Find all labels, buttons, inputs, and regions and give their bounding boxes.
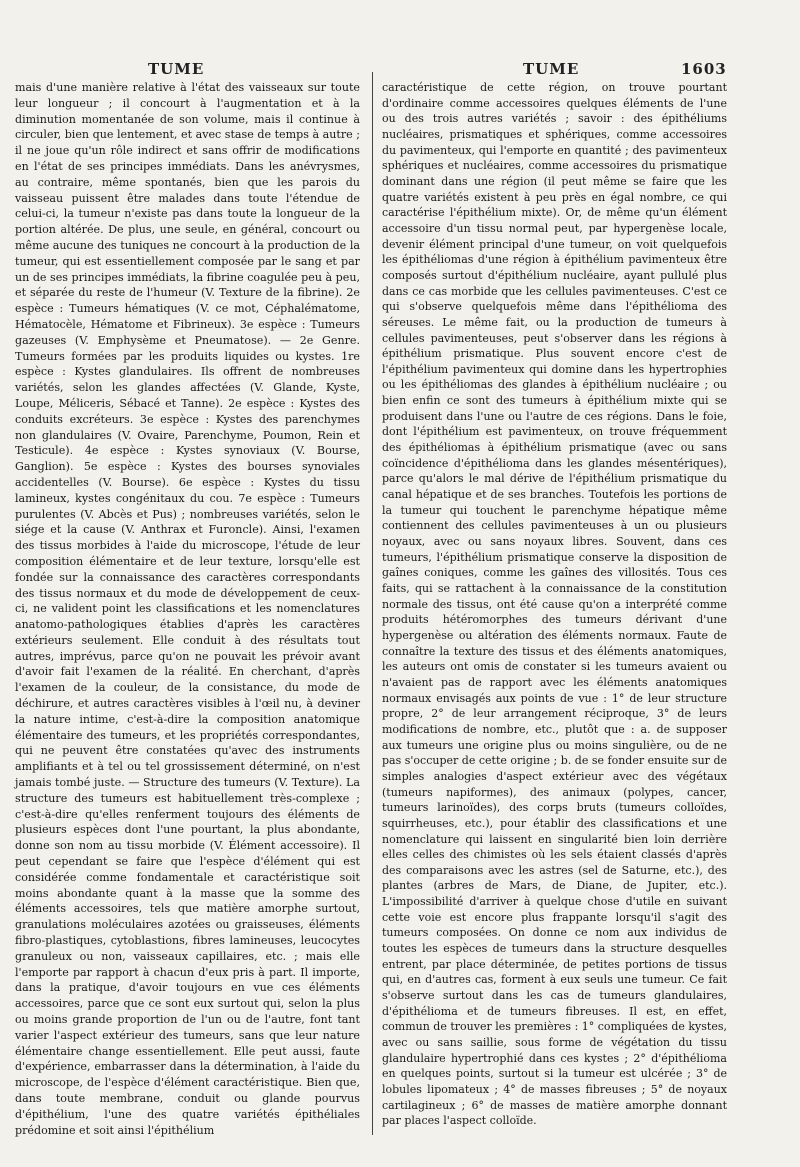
running-head-right: TUME — [523, 60, 580, 78]
running-head-left: TUME — [148, 60, 205, 78]
right-column-text: caractéristique de cette région, on trouve pourtant d'ordinaire comme accessoires quelques éléments de l'une ou des trois autres variétés ; savoir : des épithéliums nucléaires, prismatiques et sphériques, comme accessoires du pavimenteux, qui l'emporte en quantité ; des pavimenteux sphériques et nucléaires, comme accessoires du prismatique dominant dans une région (il peut même se faire que les quatre variétés existent à peu près en égal nombre, ce qui caractérise l'épithélium mixte). Or, de même qu'un élément accessoire d'un tissu normal peut, par hypergenèse locale, devenir élément principal d'une tumeur, on voit quelquefois les épithéliomas d'une région à épithélium pavimenteux être composés surtout d'épithélium nucléaire, ayant pullulé plus dans ce cas morbide que les cellules pavimenteuses. C'est ce qui s'observe quelquefois même dans l'épithélioma des séreuses. Le même fait, ou la production de tumeurs à cellules pavimenteuses, peut s'observer dans les régions à épithélium prismatique. Plus souvent encore c'est de l'épithélium pavimenteux qui domine dans les hypertrophies ou les épithéliomas des glandes à épithélium nucléaire ; ou bien enfin ce sont des tumeurs à épithélium mixte qui se produisent dans l'une ou l'autre de ces régions. Dans le foie, dont l'épithélium est pavimenteux, on trouve fréquemment des épithéliomas à épithélium prismatique (avec ou sans coïncidence d'épithélioma dans les glandes mésentériques), parce qu'alors le mal dérive de l'épithélium prismatique du canal hépatique et de ses branches. Toutefois les portions de la tumeur qui touchent le parenchyme hépatique même contiennent des cellules pavimenteuses à un ou plusieurs noyaux, avec ou sans noyaux libres. Souvent, dans ces tumeurs, l'épithélium prismatique conserve la disposition de gaînes coniques, comme les gaînes des villosités. Tous ces faits, qui se rattachent à la connaissance de la constitution normale des tissus, ont été cause qu'on a interprété comme produits hétéromorphes des tumeurs dérivant d'une hypergenèse ou altération des éléments normaux. Faute de connaître la texture des tissus et des éléments anatomiques, les auteurs ont omis de constater si les tumeurs avaient ou n'avaient pas de rapport avec les éléments anatomiques normaux envisagés aux points de vue : 1° de leur structure propre, 2° de leur arrangement réciproque, 3° de leurs modifications de nombre, etc., plutôt que : a. de supposer aux tumeurs une origine plus ou moins singulière, ou de ne pas s'occuper de cette origine ; b. de se fonder ensuite sur de simples analogies d'aspect extérieur avec des végétaux (tumeurs napiformes), des animaux (polypes, cancer, tumeurs larinoïdes), des corps bruts (tumeurs colloïdes, squirrheuses, etc.), pour établir des classifications et une nomenclature qui laissent en singularité bien loin derrière elles celles des chimistes où les sels étaient classés d'après des comparaisons avec les astres (sel de Saturne, etc.), des plantes (arbres de Mars, de Diane, de Jupiter, etc.). L'impossibilité d'arriver à quelque chose d'utile en suivant cette voie est encore plus frappante lorsqu'il s'agit des tumeurs composées. On donne ce nom aux individus de toutes les espèces de tumeurs dans la structure desquelles entrent, par place déterminée, de petites portions de tissus qui, en d'autres cas, forment à eux seuls une tumeur. Ce fait s'observe surtout dans les cas de tumeurs glandulaires, d'épithélioma et de tumeurs fibreuses. Il est, en effet, commun de trouver les premières : 1° compliquées de kystes, avec ou sans saillie, sous forme de végétation du tissu glandulaire hypertrophié dans ces kystes ; 2° d'épithélioma en quelques points, surtout si la tumeur est ulcérée ; 3° de lobules lipomateux ; 4° de masses fibreuses ; 5° de noyaux cartilagineux ; 6° de masses de matière amorphe donnant par places l'aspect colloïde. — [382, 81, 727, 1128]
column-divider — [372, 72, 373, 1135]
left-column — [15, 80, 360, 1138]
page-number: 1603 — [681, 60, 727, 78]
left-column-text: mais d'une manière relative à l'état des vaisseaux sur toute leur longueur ; il concourt à l'augmentation et à la diminution momentanée de son volume, mais il continue à circuler, bien que lentement, et avec stase de temps à autre ; il ne joue qu'un rôle indirect et sans offrir de modifications en l'état de ses principes immédiats. Dans les anévrysmes, au contraire, même spontanés, bien que les parois du vaisseau puissent être malades dans toute l'étendue de celui-ci, la tumeur n'existe pas dans toute la longueur de la portion altérée. De plus, une seule, en général, concourt ou même aucune des tuniques ne concourt à la production de la tumeur, qui est essentiellement composée par le sang et par un de ses principes immédiats, la fibrine coagulée peu à peu, et séparée du reste de l'humeur (V. Texture de la fibrine). 2e espèce : Tumeurs hématiques (V. ce mot, Céphalématome, Hématocèle, Hématome et Fibrineux). 3e espèce : Tumeurs gazeuses (V. Emphysème et Pneumatose). — 2e Genre. Tumeurs formées par les produits liquides ou kystes. 1re espèce : Kystes glandulaires. Ils offrent de nombreuses variétés, selon les glandes affectées (V. Glande, Kyste, Loupe, Méliceris, Sébacé et Tanne). 2e espèce : Kystes des conduits excréteurs. 3e espèce : Kystes des parenchymes non glandulaires (V. Ovaire, Parenchyme, Poumon, Rein et Testicule). 4e espèce : Kystes synoviaux (V. Bourse, Ganglion). 5e espèce : Kystes des bourses synoviales accidentelles (V. Bourse). 6e espèce : Kystes du tissu lamineux, kystes congénitaux du cou. 7e espèce : Tumeurs purulentes (V. Abcès et Pus) ; nombreuses variétés, selon le siége et la cause (V. Anthrax et Furoncle). Ainsi, l'examen des tissus morbides à l'aide du microscope, l'étude de leur composition élémentaire et de leur texture, lorsqu'elle est fondée sur la connaissance des caractères correspondants des tissus normaux et du mode de développement de ceux-ci, ne valident point les classifications et les nomenclatures anatomo-pathologiques établies d'après les caractères extérieurs seulement. Elle conduit à des résultats tout autres, imprévus, parce qu'on ne pouvait les prévoir avant d'avoir fait l'examen de la réalité. En cherchant, d'après l'examen de la couleur, de la consistance, du mode de déchirure, et autres caractères visibles à l'œil nu, à deviner la nature intime, c'est-à-dire la composition anatomique élémentaire des tumeurs, et les propriétés correspondantes, qui ne peuvent être constatées qu'avec des instruments amplifiants et à tel ou tel grossissement déterminé, on n'est jamais tombé juste. — Structure des tumeurs (V. Texture). La structure des tumeurs est habituellement très-complexe ; c'est-à-dire qu'elles renferment toujours des éléments de plusieurs espèces dont l'une pourtant, la plus abondante, donne son nom au tissu morbide (V. Élément accessoire). Il peut cependant se faire que l'espèce d'élément qui est considérée comme fondamentale et caractéristique soit moins abondante quant à la masse que la somme des éléments accessoires, tels que matière amorphe surtout, granulations moléculaires azotées ou graisseuses, éléments fibro-plastiques, cytoblastions, fibres lamineuses, leucocytes granuleux ou non, vaisseaux capillaires, etc. ; mais elle l'emporte par rapport à chacun d'eux pris à part. Il importe, dans la pratique, d'avoir toujours en vue ces éléments accessoires, parce que ce sont eux surtout qui, selon la plus ou moins grande proportion de l'un ou de l'autre, font tant varier l'aspect extérieur des tumeurs, sans que leur nature élémentaire change essentiellement. Elle peut aussi, faute d'expérience, embarrasser dans la détermination, à l'aide du microscope, de l'espèce d'élément caractéristique. Bien que, dans toute membrane, conduit ou glande pourvus d'épithélium, l'une des quatre variétés épithéliales prédomine et soit ainsi l'épithélium — [15, 81, 360, 1137]
right-column — [382, 80, 727, 1129]
